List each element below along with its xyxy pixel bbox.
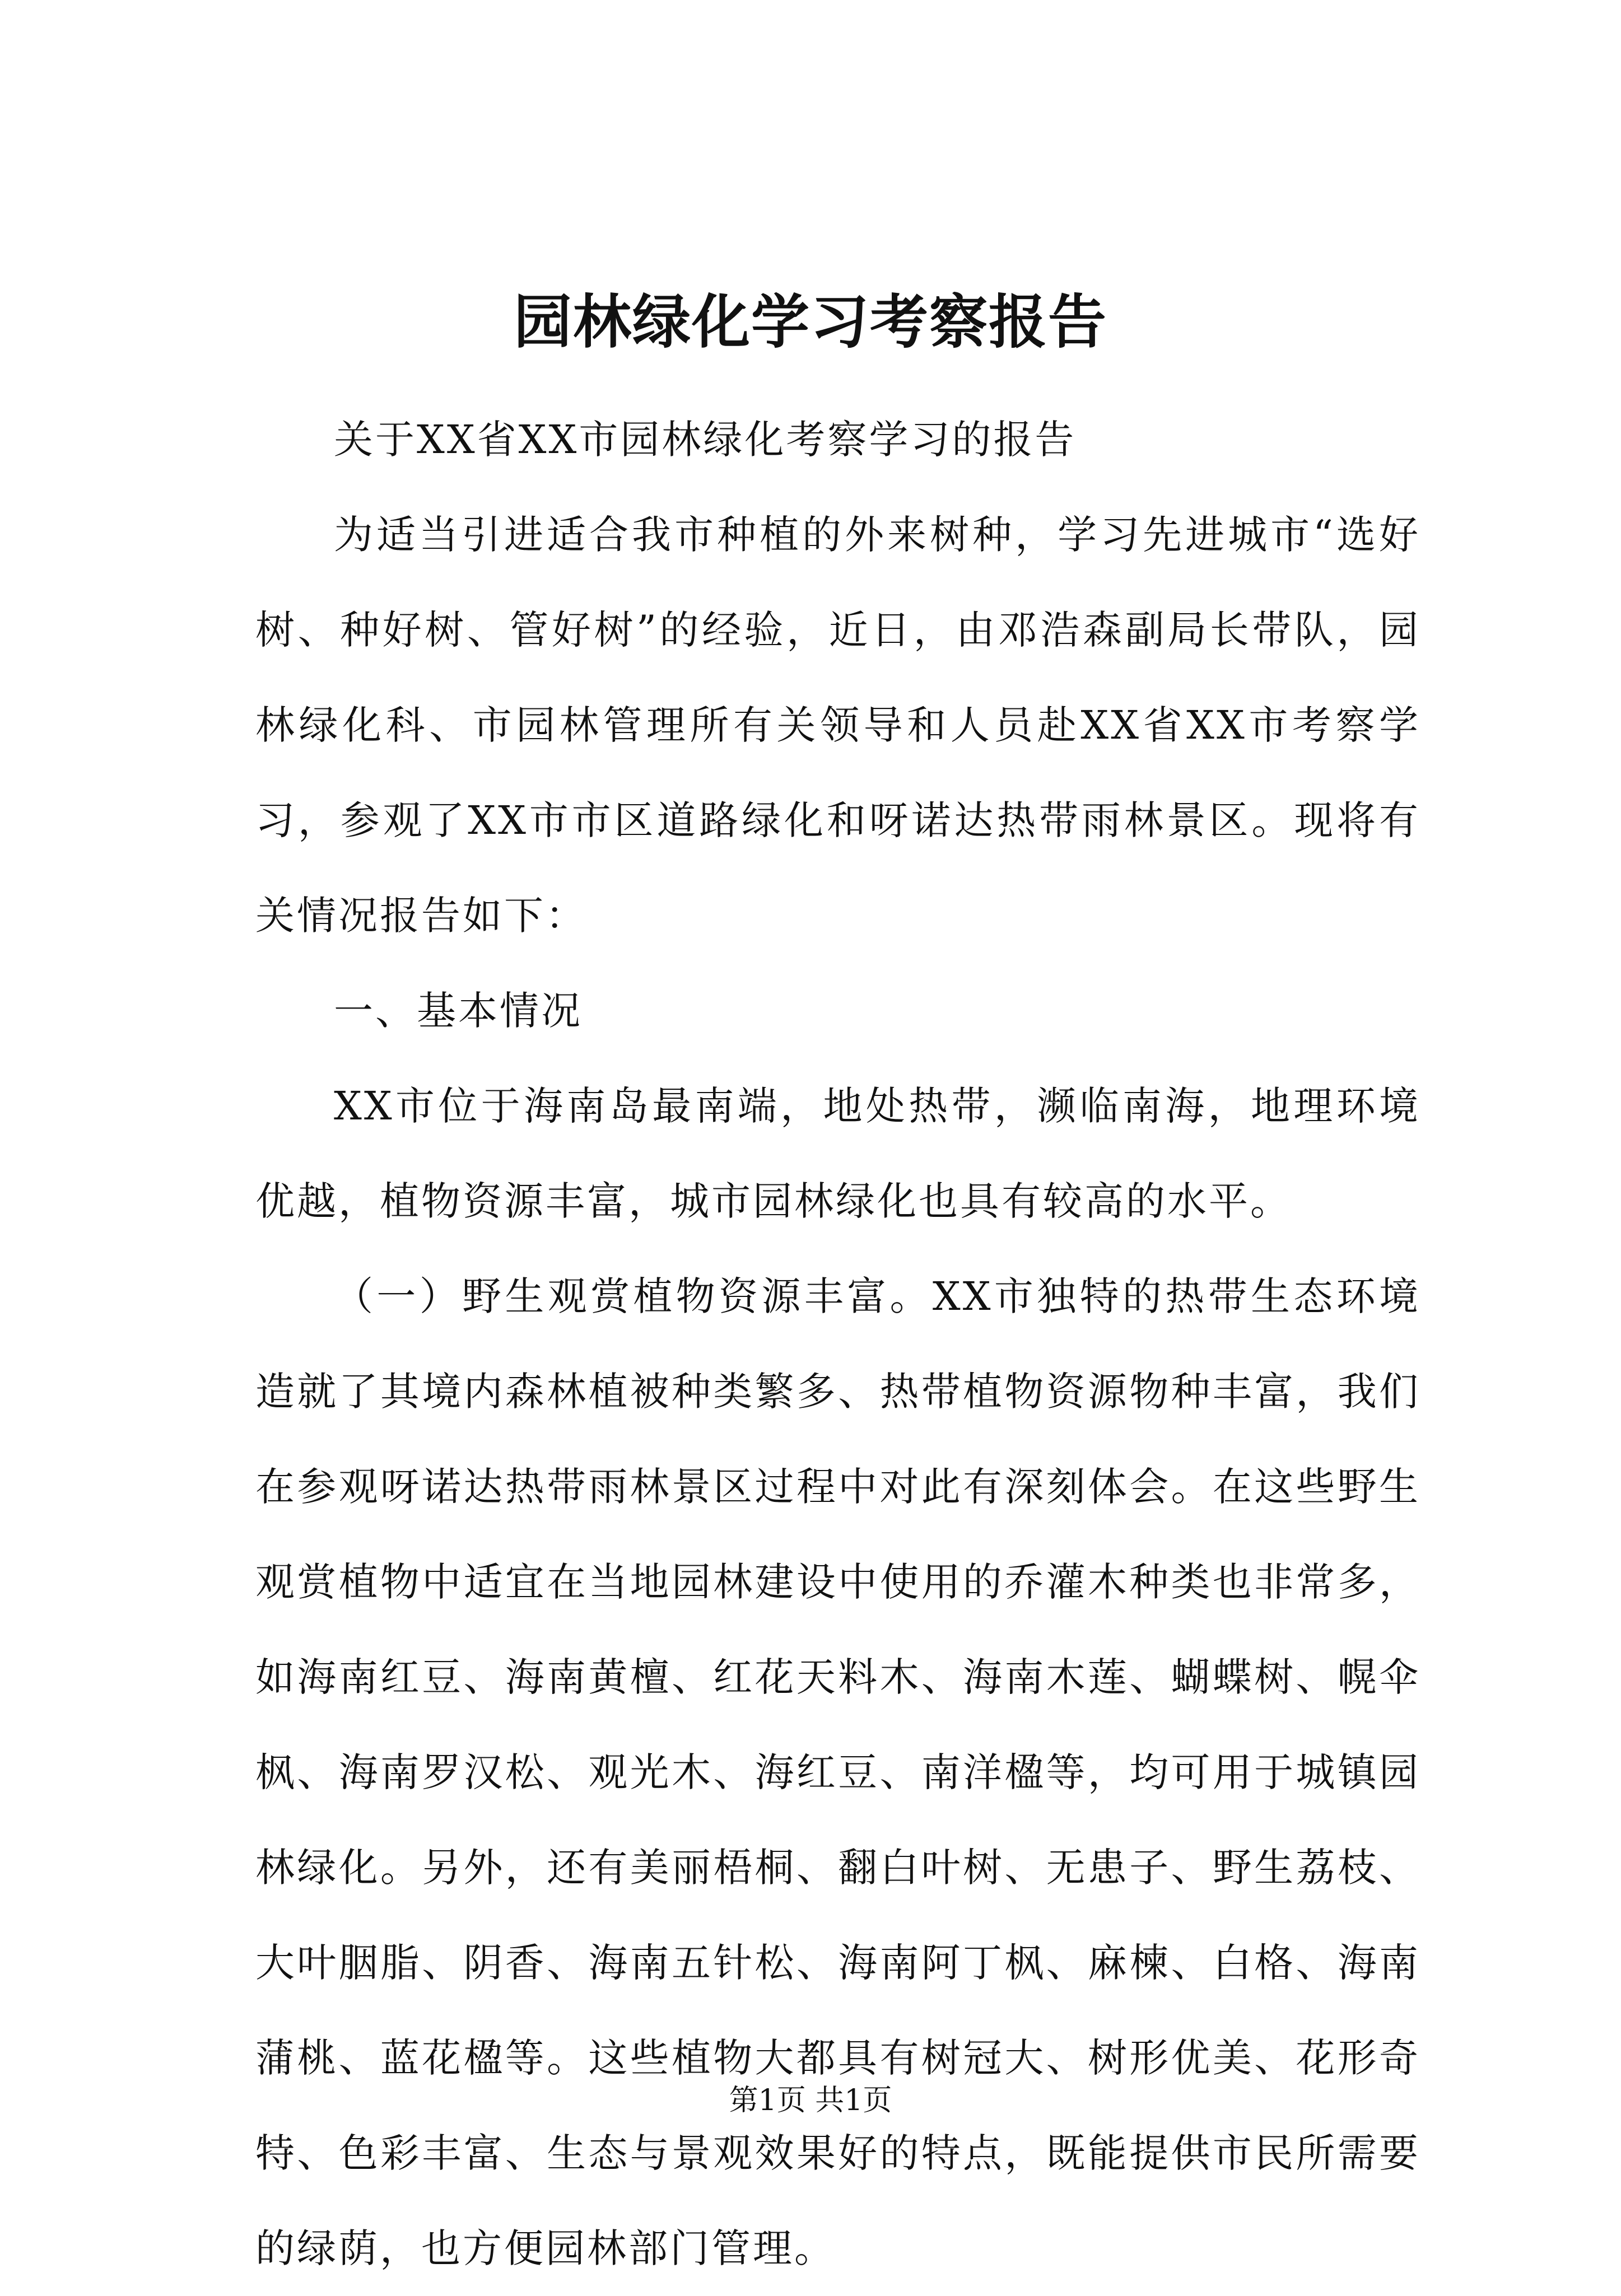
document-body <box>255 392 1420 2296</box>
paragraph-intro: 为适当引进适合我市种植的外来树种，学习先进城市“选好树、种好树、管好树”的经验，近日，由邓浩森副局长带队，园林绿化科、市园林管理所有关领导和人员赴XX省XX市考察学习，参观了XX市市区道路绿化和呀诺达热带雨林景区。现将有关情况报告如下： <box>255 512 1420 939</box>
paragraph-subtitle: 关于XX省XX市园林绿化考察学习的报告 <box>334 417 1077 463</box>
paragraph-city-overview: XX市位于海南岛最南端，地处热带，濒临南海，地理环境优越，植物资源丰富，城市园林绿化也具有较高的水平。 <box>255 1083 1420 1224</box>
section-heading-basic-situation: 一、基本情况 <box>334 988 583 1034</box>
document-title: 园林绿化学习考察报告 <box>513 287 1107 356</box>
page-footer: 第1页 共1页 <box>729 2084 892 2117</box>
paragraph-wild-plants: （一）野生观赏植物资源丰富。XX市独特的热带生态环境造就了其境内森林植被种类繁多、热带植物资源物种丰富，我们在参观呀诺达热带雨林景区过程中对此有深刻体会。在这些野生观赏植物中适宜在当地园林建设中使用的乔灌木种类也非常多，如海南红豆、海南黄檀、红花天料木、海南木莲、蝴蝶树、幌伞枫、海南罗汉松、观光木、海红豆、南洋楹等，均可用于城镇园林绿化。另外，还有美丽梧桐、翻白叶树、无患子、野生荔枝、大叶胭脂、阴香、海南五针松、海南阿丁枫、麻楝、白格、海南蒲桃、蓝花楹等。这些植物大都具有树冠大、树形优美、花形奇特、色彩丰富、生态与景观效果好的特点，既能提供市民所需要的绿荫，也方便园林部门管理。 <box>255 1273 1420 2271</box>
